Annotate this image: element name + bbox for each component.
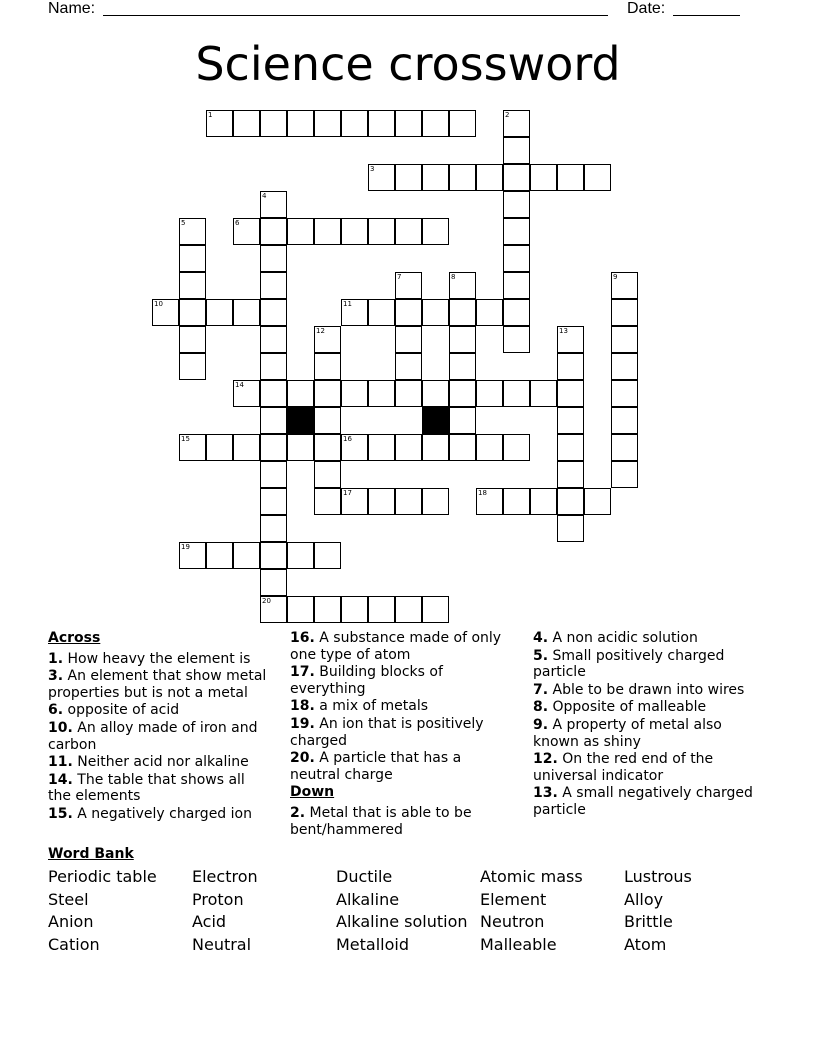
grid-cell[interactable] <box>584 164 611 191</box>
grid-cell[interactable] <box>422 488 449 515</box>
grid-cell[interactable] <box>611 461 638 488</box>
grid-cell[interactable] <box>206 434 233 461</box>
grid-cell[interactable] <box>611 434 638 461</box>
grid-cell[interactable] <box>206 110 233 137</box>
grid-cell[interactable] <box>152 299 179 326</box>
clue <box>533 751 765 784</box>
grid-cell[interactable] <box>206 542 233 569</box>
grid-cell[interactable] <box>449 380 476 407</box>
grid-cell[interactable] <box>530 488 557 515</box>
word-bank-item: Lustrous <box>624 867 692 886</box>
grid-cell[interactable] <box>314 542 341 569</box>
word-bank-item: Malleable <box>480 935 557 955</box>
grid-cell[interactable] <box>557 434 584 461</box>
grid-cell[interactable] <box>179 353 206 380</box>
grid-cell[interactable] <box>233 299 260 326</box>
grid-cell[interactable] <box>449 353 476 380</box>
word-bank-item: Ductile <box>336 867 393 886</box>
down-clue-list-continued <box>533 630 765 819</box>
clue-number: 20 <box>262 597 271 605</box>
clue-text: Neither acid nor alkaline <box>72 754 249 771</box>
grid-cell[interactable] <box>449 110 476 137</box>
grid-cell[interactable] <box>233 542 260 569</box>
grid-cell[interactable] <box>476 380 503 407</box>
grid-cell[interactable] <box>395 110 422 137</box>
clue <box>48 651 270 668</box>
clue-text: A particle that has a neutral charge <box>290 750 462 783</box>
clue-num: 12. <box>533 751 558 768</box>
grid-cell[interactable] <box>476 488 503 515</box>
grid-cell[interactable] <box>341 299 368 326</box>
clue-number: 12 <box>316 327 325 335</box>
grid-cell[interactable] <box>557 164 584 191</box>
clue-text: On the red end of the universal indicator <box>533 751 714 784</box>
word-bank-item: Alloy <box>624 889 664 909</box>
clue-text: An element that show metal properties but is not a metal <box>48 668 267 701</box>
grid-cell[interactable] <box>422 299 449 326</box>
grid-cell[interactable] <box>314 434 341 461</box>
grid-cell[interactable] <box>611 299 638 326</box>
grid-cell[interactable] <box>206 299 233 326</box>
clue-num: 20. <box>290 750 315 767</box>
grid-cell[interactable] <box>260 110 287 137</box>
grid-cell[interactable] <box>557 488 584 515</box>
clue-number: 16 <box>343 435 352 443</box>
clue <box>48 754 270 771</box>
grid-cell[interactable] <box>395 488 422 515</box>
grid-cell[interactable] <box>368 596 395 623</box>
grid-cell[interactable] <box>179 326 206 353</box>
grid-cell[interactable] <box>557 380 584 407</box>
grid-cell[interactable] <box>476 434 503 461</box>
grid-cell[interactable] <box>233 434 260 461</box>
word-bank-item: Anion <box>48 912 94 932</box>
grid-cell[interactable] <box>287 434 314 461</box>
grid-cell[interactable] <box>503 191 530 218</box>
clue-number: 18 <box>478 489 487 497</box>
grid-cell[interactable] <box>503 488 530 515</box>
grid-cell[interactable] <box>395 326 422 353</box>
clue-num: 4. <box>533 630 549 646</box>
clue <box>290 664 512 697</box>
clue-num: 14. <box>48 771 73 788</box>
grid-cell[interactable] <box>260 218 287 245</box>
grid-cell[interactable] <box>260 407 287 434</box>
clue-text: a mix of metals <box>314 698 429 715</box>
grid-cell[interactable] <box>260 515 287 542</box>
grid-cell[interactable] <box>314 218 341 245</box>
clue-text: A substance made of only one type of atom <box>290 630 502 663</box>
clue-num: 8. <box>533 699 549 716</box>
grid-cell[interactable] <box>260 380 287 407</box>
grid-cell[interactable] <box>368 164 395 191</box>
clue-number: 14 <box>235 381 244 389</box>
word-bank-item: Atom <box>624 935 667 955</box>
grid-cell[interactable] <box>260 272 287 299</box>
grid-cell[interactable] <box>314 407 341 434</box>
grid-cell[interactable] <box>260 569 287 596</box>
grid-cell[interactable] <box>557 326 584 353</box>
grid-black-cell <box>287 407 314 434</box>
clue-num: 6. <box>48 702 64 719</box>
grid-cell[interactable] <box>314 353 341 380</box>
clue-text: A small negatively charged particle <box>533 785 753 818</box>
down-heading: Down <box>290 784 335 801</box>
clues-column-2 <box>290 630 512 839</box>
grid-cell[interactable] <box>260 542 287 569</box>
clue-num: 19. <box>290 715 315 732</box>
grid-cell[interactable] <box>503 380 530 407</box>
clue-num: 2. <box>290 804 306 821</box>
clue-num: 9. <box>533 716 549 733</box>
clue <box>290 630 512 663</box>
grid-cell[interactable] <box>179 299 206 326</box>
grid-cell[interactable] <box>260 461 287 488</box>
grid-cell[interactable] <box>395 299 422 326</box>
grid-cell[interactable] <box>314 326 341 353</box>
clue-number: 4 <box>262 192 267 200</box>
grid-cell[interactable] <box>476 299 503 326</box>
grid-cell[interactable] <box>368 218 395 245</box>
clue <box>533 699 765 716</box>
grid-cell[interactable] <box>503 326 530 353</box>
grid-cell[interactable] <box>503 110 530 137</box>
grid-cell[interactable] <box>503 299 530 326</box>
grid-cell[interactable] <box>287 218 314 245</box>
grid-cell[interactable] <box>341 218 368 245</box>
grid-cell[interactable] <box>611 353 638 380</box>
clue <box>290 698 512 715</box>
grid-cell[interactable] <box>503 164 530 191</box>
grid-cell[interactable] <box>503 137 530 164</box>
grid-cell[interactable] <box>260 353 287 380</box>
word-bank-item: Electron <box>192 867 258 886</box>
clue-number: 3 <box>370 165 375 173</box>
grid-cell[interactable] <box>368 299 395 326</box>
grid-cell[interactable] <box>422 218 449 245</box>
grid-cell[interactable] <box>314 380 341 407</box>
grid-cell[interactable] <box>476 164 503 191</box>
clue-text: How heavy the element is <box>63 650 251 667</box>
clue <box>290 716 512 749</box>
word-bank-item: Atomic mass <box>480 867 583 886</box>
clues-column-3 <box>533 630 765 820</box>
word-bank-item: Alkaline solution <box>336 912 468 932</box>
grid-cell[interactable] <box>179 434 206 461</box>
grid-cell[interactable] <box>557 461 584 488</box>
grid-cell[interactable] <box>260 245 287 272</box>
clue-text: Metal that is able to be bent/hammered <box>290 804 472 838</box>
grid-cell[interactable] <box>287 380 314 407</box>
grid-cell[interactable] <box>503 218 530 245</box>
clue-number: 9 <box>613 273 618 281</box>
clue <box>533 648 765 681</box>
clue <box>533 717 765 750</box>
grid-cell[interactable] <box>341 596 368 623</box>
grid-cell[interactable] <box>611 407 638 434</box>
clue <box>533 682 765 699</box>
word-bank-heading: Word Bank <box>48 846 134 862</box>
grid-cell[interactable] <box>179 272 206 299</box>
clue-num: 11. <box>48 754 73 771</box>
word-bank-item: Cation <box>48 935 100 955</box>
grid-cell[interactable] <box>422 164 449 191</box>
grid-cell[interactable] <box>503 272 530 299</box>
grid-cell[interactable] <box>368 380 395 407</box>
clue-num: 5. <box>533 647 549 664</box>
grid-cell[interactable] <box>530 164 557 191</box>
grid-cell[interactable] <box>557 353 584 380</box>
name-label: Name: <box>48 0 96 17</box>
clue-text: Small positively charged particle <box>533 647 725 681</box>
word-bank-item: Neutron <box>480 912 545 932</box>
clue-num: 13. <box>533 785 558 802</box>
grid-cell[interactable] <box>395 164 422 191</box>
grid-cell[interactable] <box>422 434 449 461</box>
clue-number: 15 <box>181 435 190 443</box>
clue-text: opposite of acid <box>63 702 180 719</box>
grid-cell[interactable] <box>611 380 638 407</box>
word-bank-item: Metalloid <box>336 935 410 955</box>
grid-cell[interactable] <box>287 596 314 623</box>
grid-cell[interactable] <box>287 542 314 569</box>
grid-cell[interactable] <box>395 596 422 623</box>
grid-cell[interactable] <box>395 380 422 407</box>
grid-cell[interactable] <box>395 218 422 245</box>
clue-text: Opposite of malleable <box>548 699 707 716</box>
grid-cell[interactable] <box>233 110 260 137</box>
grid-cell[interactable] <box>260 434 287 461</box>
word-bank-item: Brittle <box>624 912 673 932</box>
clue <box>533 785 765 818</box>
grid-cell[interactable] <box>395 272 422 299</box>
clue <box>48 668 270 701</box>
clue-number: 8 <box>451 273 456 281</box>
date-label: Date: <box>627 0 666 17</box>
clue-num: 3. <box>48 668 64 685</box>
grid-cell[interactable] <box>260 191 287 218</box>
clue <box>48 720 270 753</box>
word-bank-item: Acid <box>192 912 227 932</box>
grid-cell[interactable] <box>422 110 449 137</box>
grid-cell[interactable] <box>422 380 449 407</box>
clue-num: 17. <box>290 664 315 681</box>
clue-num: 18. <box>290 698 315 715</box>
clue-text: An ion that is positively charged <box>290 715 484 749</box>
grid-cell[interactable] <box>314 461 341 488</box>
grid-cell[interactable] <box>233 380 260 407</box>
across-clue-list-continued <box>290 630 512 783</box>
grid-cell[interactable] <box>314 596 341 623</box>
grid-cell[interactable] <box>233 218 260 245</box>
grid-cell[interactable] <box>341 380 368 407</box>
grid-black-cell <box>422 407 449 434</box>
clue-num: 7. <box>533 681 549 698</box>
grid-cell[interactable] <box>341 488 368 515</box>
grid-cell[interactable] <box>530 380 557 407</box>
word-bank-item: Element <box>480 889 547 909</box>
word-bank-item: Alkaline <box>336 889 400 909</box>
clue-number: 13 <box>559 327 568 335</box>
across-heading: Across <box>48 630 101 646</box>
clue-number: 10 <box>154 300 163 308</box>
clue <box>290 805 512 838</box>
clue-num: 16. <box>290 630 315 646</box>
clue <box>290 750 512 783</box>
clue-number: 6 <box>235 219 240 227</box>
grid-cell[interactable] <box>341 110 368 137</box>
name-line[interactable] <box>103 15 608 16</box>
grid-cell[interactable] <box>368 488 395 515</box>
grid-cell[interactable] <box>584 488 611 515</box>
clue-number: 7 <box>397 273 402 281</box>
clue <box>48 702 270 719</box>
grid-cell[interactable] <box>557 515 584 542</box>
grid-cell[interactable] <box>260 596 287 623</box>
grid-cell[interactable] <box>395 353 422 380</box>
clue <box>48 806 270 823</box>
grid-cell[interactable] <box>503 245 530 272</box>
clue-number: 19 <box>181 543 190 551</box>
clue-num: 15. <box>48 805 73 822</box>
grid-cell[interactable] <box>503 434 530 461</box>
clue <box>533 630 765 647</box>
grid-cell[interactable] <box>260 488 287 515</box>
clue-text: A property of metal also known as shiny <box>533 716 722 750</box>
grid-cell[interactable] <box>557 407 584 434</box>
word-bank-item: Steel <box>48 889 89 909</box>
clue-text: The table that shows all the elements <box>48 771 245 805</box>
grid-cell[interactable] <box>314 488 341 515</box>
word-bank-item: Periodic table <box>48 867 157 886</box>
clue-text: Able to be drawn into wires <box>548 681 745 698</box>
down-clue-list <box>290 805 512 838</box>
grid-cell[interactable] <box>179 245 206 272</box>
clue-text: A negatively charged ion <box>72 805 252 822</box>
grid-cell[interactable] <box>341 434 368 461</box>
grid-cell[interactable] <box>179 218 206 245</box>
clue-number: 2 <box>505 111 510 119</box>
clue-num: 10. <box>48 719 73 736</box>
grid-cell[interactable] <box>449 164 476 191</box>
grid-cell[interactable] <box>179 542 206 569</box>
grid-cell[interactable] <box>368 434 395 461</box>
grid-cell[interactable] <box>611 326 638 353</box>
grid-cell[interactable] <box>449 407 476 434</box>
grid-cell[interactable] <box>260 326 287 353</box>
page-title: Science crossword <box>195 37 621 91</box>
clue-number: 1 <box>208 111 213 119</box>
grid-cell[interactable] <box>449 326 476 353</box>
grid-cell[interactable] <box>260 299 287 326</box>
grid-cell[interactable] <box>368 110 395 137</box>
grid-cell[interactable] <box>395 434 422 461</box>
grid-cell[interactable] <box>422 596 449 623</box>
across-clue-list <box>48 651 270 823</box>
clue-num: 1. <box>48 650 64 667</box>
date-line[interactable] <box>673 15 740 16</box>
grid-cell[interactable] <box>611 272 638 299</box>
word-bank-item: Proton <box>192 889 244 909</box>
grid-cell[interactable] <box>449 272 476 299</box>
clue <box>48 772 270 805</box>
grid-cell[interactable] <box>449 434 476 461</box>
clue-text: A non acidic solution <box>548 630 698 646</box>
word-bank-item: Neutral <box>192 935 252 955</box>
clue-text: Building blocks of everything <box>290 664 443 697</box>
clues-column-1 <box>48 630 270 824</box>
grid-cell[interactable] <box>287 110 314 137</box>
clue-number: 5 <box>181 219 186 227</box>
clue-number: 17 <box>343 489 352 497</box>
grid-cell[interactable] <box>314 110 341 137</box>
grid-cell[interactable] <box>449 299 476 326</box>
clue-text: An alloy made of iron and carbon <box>48 719 258 753</box>
clue-number: 11 <box>343 300 352 308</box>
